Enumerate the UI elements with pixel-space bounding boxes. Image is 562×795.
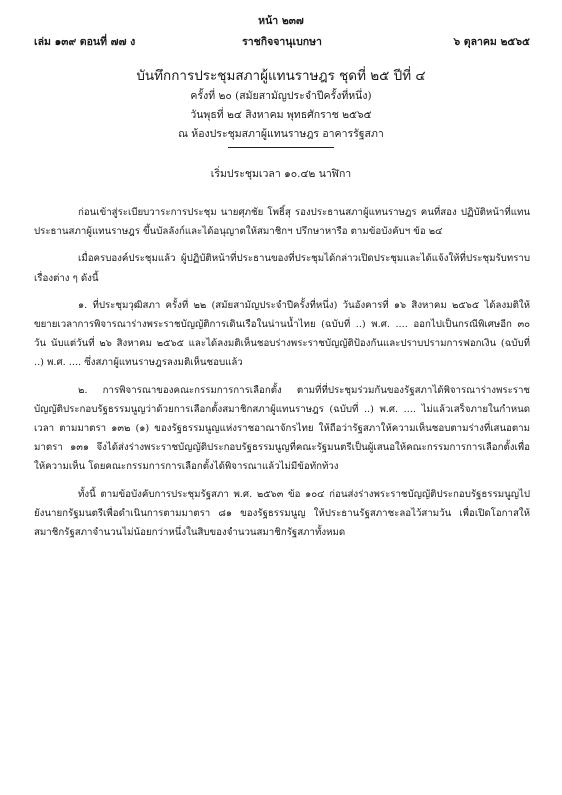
- page-number: หน้า ๒๓๗: [258, 15, 304, 27]
- meeting-location: ณ ห้องประชุมสภาผู้แทนราษฎร อาคารรัฐสภา: [178, 128, 384, 140]
- start-time: เริ่มประชุมเวลา ๑๐.๔๒ นาฬิกา: [210, 168, 352, 180]
- session-line: ครั้งที่ ๒๐ (สมัยสามัญประจำปีครั้งที่หนึ่ง): [190, 90, 372, 102]
- paragraph: ๑. ที่ประชุมวุฒิสภา ครั้งที่ ๒๒ (สมัยสามัญประจำปีครั้งที่หนึ่ง) วันอังคารที่ ๑๖ สิงหาคม ๒๕๖๕ ได้ลงมติให้ขยายเวลาการพิจารณาร่างพระราชบัญญัติการเดินเรือในน่านน้ำไทย (ฉบับที่ ..) พ.ศ. .... ออกไปเป็นกรณีพิเศษอีก ๓๐ วัน นับแต่วันที่ ๒๖ สิงหาคม ๒๕๖๕ และได้ลงมติเห็นชอบร่างพระราชบัญญัติป้องกันและปราบปรามการฟอกเงิน (ฉบับที่ ..) พ.ศ. .... ซึ่งสภาผู้แทนราษฎรลงมติเห็นชอบแล้ว: [34, 299, 530, 369]
- paragraph: ก่อนเข้าสู่ระเบียบวาระการประชุม นายศุภชัย โพธิ์สุ รองประธานสภาผู้แทนราษฎร คนที่สอง ปฏิบัติหน้าที่แทนประธานสภาผู้แทนราษฎร ขึ้นบัลลังก์และได้อนุญาตให้สมาชิกฯ ปรึกษาหารือ ตามข้อบังคับฯ ข้อ ๒๔: [34, 207, 530, 238]
- divider: [228, 147, 334, 148]
- gazette-header: [34, 33, 530, 49]
- body-text: [34, 203, 530, 550]
- paragraph: ทั้งนี้ ตามข้อบังคับการประชุมรัฐสภา พ.ศ. ๒๕๖๓ ข้อ ๑๐๔ ก่อนส่งร่างพระราชบัญญัติประกอบรัฐธรรมนูญไปยังนายกรัฐมนตรีเพื่อดำเนินการตามมาตรา ๘๑ ของรัฐธรรมนูญ ให้ประธานรัฐสภาชะลอไว้สามวัน เพื่อเปิดโอกาสให้สมาชิกรัฐสภาจำนวนไม่น้อยกว่าหนึ่งในสิบของจำนวนสมาชิกรัฐสภาทั้งหมด: [34, 488, 530, 539]
- paragraph: เมื่อครบองค์ประชุมแล้ว ผู้ปฏิบัติหน้าที่ประธานของที่ประชุมได้กล่าวเปิดประชุมและได้แจ้งให้ที่ประชุมรับทราบเรื่องต่าง ๆ ดังนี้: [34, 253, 530, 284]
- publication-date: ๖ ตุลาคม ๒๕๖๕: [453, 36, 530, 48]
- document-title: บันทึกการประชุมสภาผู้แทนราษฎร ชุดที่ ๒๕ ปีที่ ๔: [136, 68, 426, 84]
- volume-issue: เล่ม ๑๓๙ ตอนที่ ๗๗ ง: [34, 36, 136, 48]
- meeting-date: วันพุธที่ ๒๔ สิงหาคม พุทธศักราช ๒๕๖๕: [190, 109, 372, 121]
- publication-name: ราชกิจจานุเบกษา: [242, 36, 322, 48]
- paragraph: ๒. การพิจารณาของคณะกรรมการการเลือกตั้ง ตามที่ที่ประชุมร่วมกันของรัฐสภาได้พิจารณาร่างพระราชบัญญัติประกอบรัฐธรรมนูญว่าด้วยการเลือกตั้งสมาชิกสภาผู้แทนราษฎร (ฉบับที่ ..) พ.ศ. .... ไม่แล้วเสร็จภายในกำหนดเวลา ตามมาตรา ๑๓๒ (๑) ของรัฐธรรมนูญแห่งราชอาณาจักรไทย ให้ถือว่ารัฐสภาให้ความเห็นชอบตามร่างที่เสนอตามมาตรา ๑๓๑ จึงได้ส่งร่างพระราชบัญญัติประกอบรัฐธรรมนูญที่คณะรัฐมนตรีเป็นผู้เสนอให้คณะกรรมการการเลือกตั้งเพื่อให้ความเห็น โดยคณะกรรมการการเลือกตั้งได้พิจารณาแล้วไม่มีข้อทักท้วง: [34, 384, 530, 473]
